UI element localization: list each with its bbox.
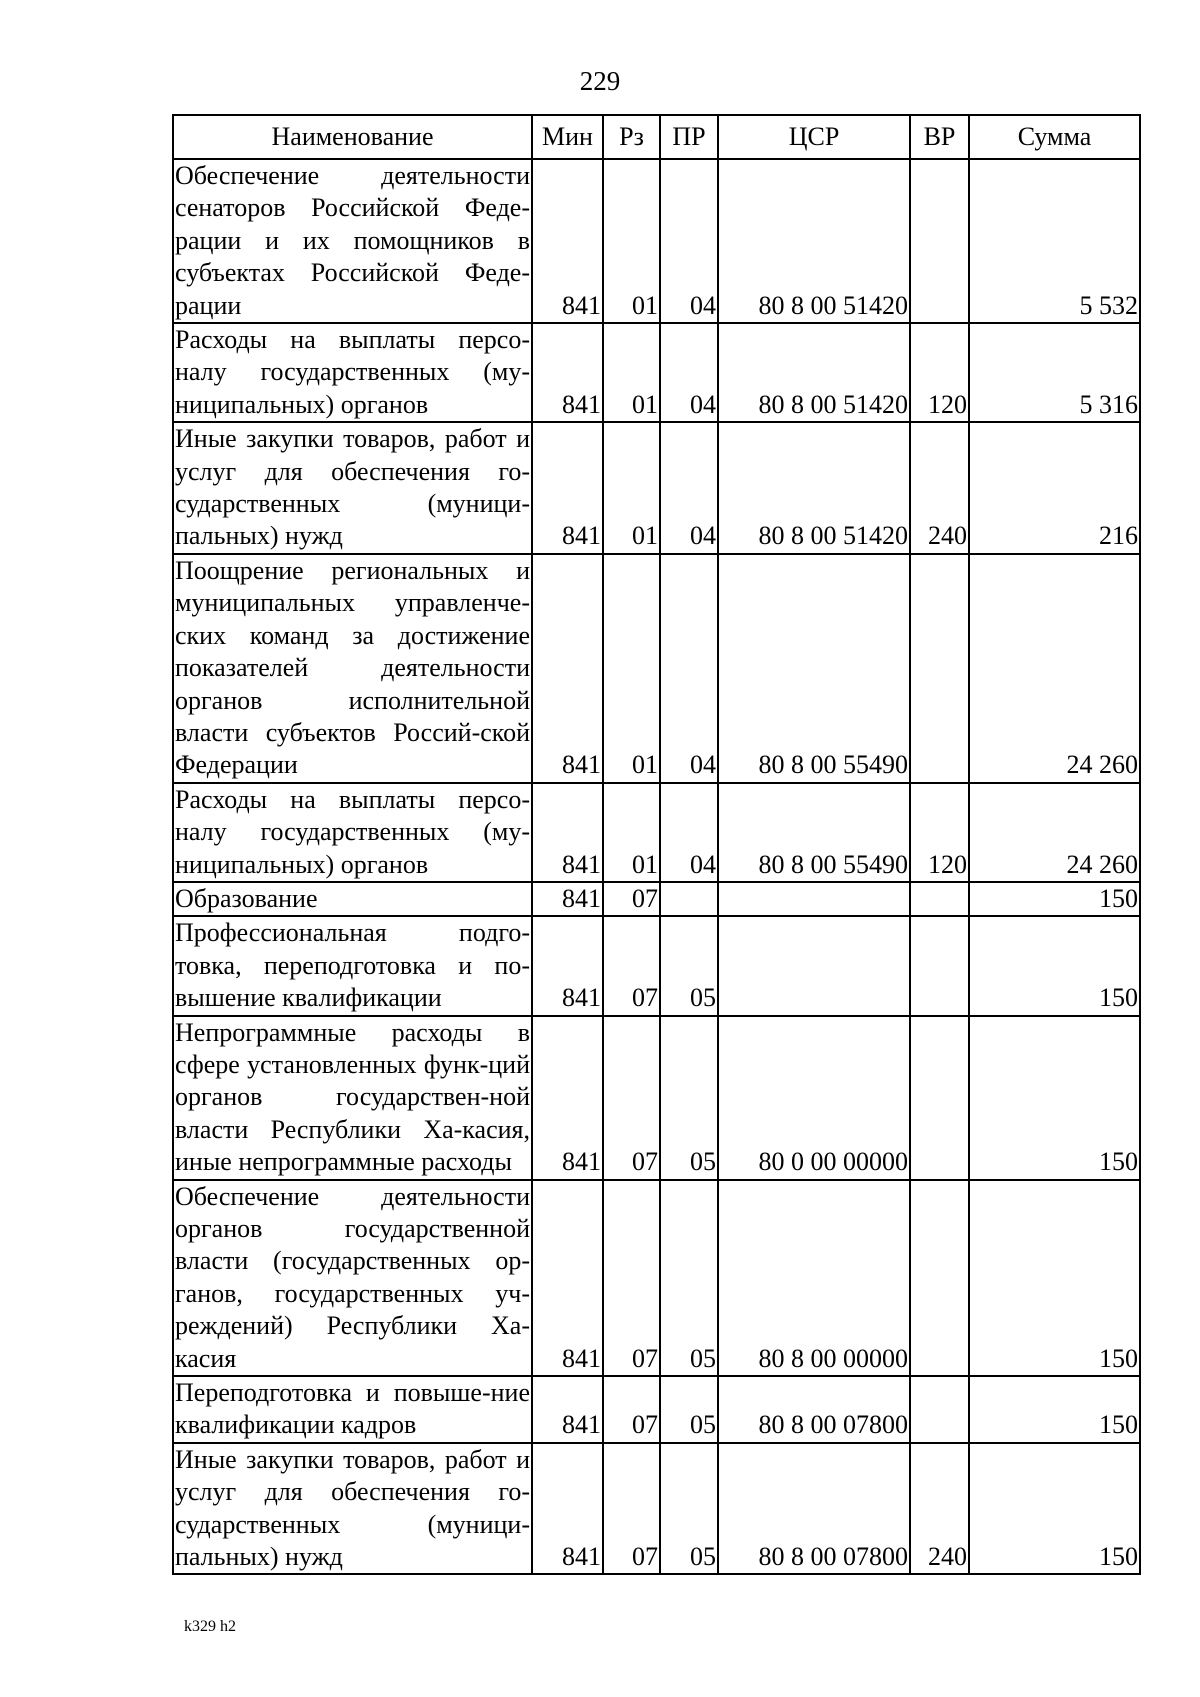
row-name: Поощрение региональных и муниципальных управленче-ских команд за достижение показателей деятельности органов исполнительной власти субъектов Россий-ской Федерации bbox=[173, 554, 532, 783]
row-min: 841 bbox=[532, 1180, 603, 1376]
row-pr bbox=[660, 882, 718, 916]
row-csr: 80 8 00 51420 bbox=[718, 159, 910, 323]
row-sum: 5 532 bbox=[969, 159, 1140, 323]
row-min: 841 bbox=[532, 916, 603, 1015]
row-min: 841 bbox=[532, 323, 603, 422]
table-header-row bbox=[173, 115, 1140, 159]
page-number: 229 bbox=[579, 66, 621, 96]
row-rz: 01 bbox=[603, 159, 660, 323]
row-name: Расходы на выплаты персо-налу государственных (му-ниципальных) органов bbox=[173, 783, 532, 882]
row-pr: 04 bbox=[660, 323, 718, 422]
row-sum: 150 bbox=[969, 1016, 1140, 1180]
header-vr: ВР bbox=[910, 115, 969, 159]
row-pr: 04 bbox=[660, 422, 718, 554]
row-min: 841 bbox=[532, 422, 603, 554]
row-name: Непрограммные расходы в сфере установленных функ-ций органов государствен-ной власти Республики Ха-касия, иные непрограммные расходы bbox=[173, 1016, 532, 1180]
budget-table bbox=[172, 114, 1141, 1575]
row-name: Обеспечение деятельности органов государственной власти (государственных ор-ганов, государственных уч-реждений) Республики Ха-касия bbox=[173, 1180, 532, 1376]
row-rz: 01 bbox=[603, 323, 660, 422]
row-rz: 07 bbox=[603, 1180, 660, 1376]
table-row bbox=[173, 916, 1140, 1015]
row-csr: 80 8 00 55490 bbox=[718, 783, 910, 882]
table-row bbox=[173, 1443, 1140, 1575]
table-row bbox=[173, 323, 1140, 422]
row-vr: 120 bbox=[910, 323, 969, 422]
row-csr bbox=[718, 916, 910, 1015]
row-min: 841 bbox=[532, 554, 603, 783]
row-pr: 05 bbox=[660, 1443, 718, 1575]
row-csr: 80 8 00 51420 bbox=[718, 422, 910, 554]
row-vr bbox=[910, 554, 969, 783]
table-row bbox=[173, 882, 1140, 916]
row-vr: 120 bbox=[910, 783, 969, 882]
row-vr: 240 bbox=[910, 1443, 969, 1575]
table-row bbox=[173, 1180, 1140, 1376]
header-rz: Рз bbox=[603, 115, 660, 159]
row-sum: 150 bbox=[969, 916, 1140, 1015]
header-min: Мин bbox=[532, 115, 603, 159]
row-sum: 24 260 bbox=[969, 554, 1140, 783]
row-name: Образование bbox=[173, 882, 532, 916]
row-vr: 240 bbox=[910, 422, 969, 554]
row-csr: 80 8 00 55490 bbox=[718, 554, 910, 783]
row-sum: 216 bbox=[969, 422, 1140, 554]
row-rz: 07 bbox=[603, 916, 660, 1015]
row-name: Расходы на выплаты персо-налу государственных (му-ниципальных) органов bbox=[173, 323, 532, 422]
row-name: Иные закупки товаров, работ и услуг для обеспечения го-сударственных (муници-пальных) нужд bbox=[173, 1443, 532, 1575]
row-pr: 05 bbox=[660, 1180, 718, 1376]
row-vr bbox=[910, 882, 969, 916]
row-sum: 150 bbox=[969, 1443, 1140, 1575]
table-row bbox=[173, 1376, 1140, 1443]
row-name: Обеспечение деятельности сенаторов Российской Феде-рации и их помощников в субъектах Российской Феде-рации bbox=[173, 159, 532, 323]
row-pr: 05 bbox=[660, 916, 718, 1015]
row-rz: 01 bbox=[603, 422, 660, 554]
row-name: Иные закупки товаров, работ и услуг для обеспечения го-сударственных (муници-пальных) нужд bbox=[173, 422, 532, 554]
header-pr: ПР bbox=[660, 115, 718, 159]
row-vr bbox=[910, 916, 969, 1015]
row-min: 841 bbox=[532, 159, 603, 323]
table-row bbox=[173, 1016, 1140, 1180]
table-row bbox=[173, 159, 1140, 323]
row-rz: 07 bbox=[603, 1376, 660, 1443]
row-sum: 150 bbox=[969, 882, 1140, 916]
row-sum: 5 316 bbox=[969, 323, 1140, 422]
row-pr: 05 bbox=[660, 1016, 718, 1180]
row-csr: 80 0 00 00000 bbox=[718, 1016, 910, 1180]
row-csr bbox=[718, 882, 910, 916]
row-csr: 80 8 00 07800 bbox=[718, 1376, 910, 1443]
row-rz: 01 bbox=[603, 554, 660, 783]
row-csr: 80 8 00 07800 bbox=[718, 1443, 910, 1575]
table-row bbox=[173, 422, 1140, 554]
row-pr: 04 bbox=[660, 554, 718, 783]
row-rz: 07 bbox=[603, 882, 660, 916]
row-name: Переподготовка и повыше-ние квалификации кадров bbox=[173, 1376, 532, 1443]
table-row bbox=[173, 554, 1140, 783]
row-csr: 80 8 00 00000 bbox=[718, 1180, 910, 1376]
row-csr: 80 8 00 51420 bbox=[718, 323, 910, 422]
row-pr: 04 bbox=[660, 159, 718, 323]
row-min: 841 bbox=[532, 1016, 603, 1180]
row-vr bbox=[910, 1180, 969, 1376]
document-code: k329 h2 bbox=[184, 1618, 236, 1635]
header-csr: ЦСР bbox=[718, 115, 910, 159]
row-vr bbox=[910, 1376, 969, 1443]
row-rz: 07 bbox=[603, 1443, 660, 1575]
row-min: 841 bbox=[532, 783, 603, 882]
table-row bbox=[173, 783, 1140, 882]
header-sum: Сумма bbox=[969, 115, 1140, 159]
row-rz: 01 bbox=[603, 783, 660, 882]
header-name: Наименование bbox=[173, 115, 532, 159]
row-vr bbox=[910, 1016, 969, 1180]
row-name: Профессиональная подго-товка, переподготовка и по-вышение квалификации bbox=[173, 916, 532, 1015]
row-rz: 07 bbox=[603, 1016, 660, 1180]
row-sum: 150 bbox=[969, 1180, 1140, 1376]
row-pr: 04 bbox=[660, 783, 718, 882]
row-sum: 150 bbox=[969, 1376, 1140, 1443]
row-min: 841 bbox=[532, 1443, 603, 1575]
row-sum: 24 260 bbox=[969, 783, 1140, 882]
row-pr: 05 bbox=[660, 1376, 718, 1443]
row-min: 841 bbox=[532, 1376, 603, 1443]
row-min: 841 bbox=[532, 882, 603, 916]
row-vr bbox=[910, 159, 969, 323]
